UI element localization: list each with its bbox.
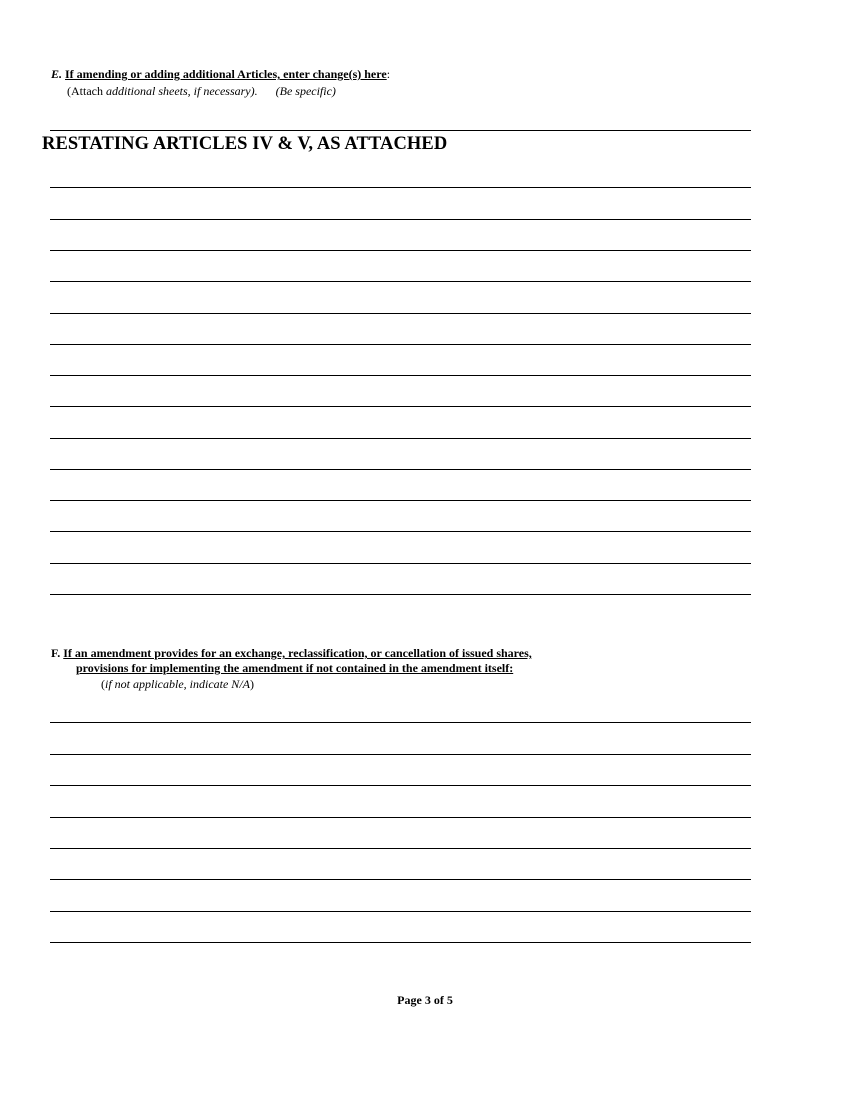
section-e-line [50, 313, 751, 314]
section-f-line [50, 785, 751, 786]
section-f-line [50, 722, 751, 723]
section-f-letter: F. [51, 646, 61, 660]
section-f-line [50, 942, 751, 943]
section-e-note-specific: (Be specific) [275, 84, 336, 98]
section-f-line [50, 754, 751, 755]
section-f-note-open: ( [101, 677, 105, 691]
section-e-colon: : [386, 67, 391, 81]
section-e-note-italic: additional sheets, if necessary). [105, 84, 258, 98]
section-f-note-italic: if not applicable, indicate N/A [105, 677, 250, 691]
section-e-line [50, 281, 751, 282]
section-f-heading-line2: provisions for implementing the amendment if not contained in the amendment itself: [76, 661, 514, 675]
section-e-line [50, 500, 751, 501]
section-e-heading [51, 67, 390, 81]
section-e-line [50, 130, 751, 131]
section-e-line [50, 250, 751, 251]
section-e-line [50, 375, 751, 376]
section-f-heading-continued [76, 661, 513, 675]
section-e-line [50, 187, 751, 188]
section-e-entered-text: RESTATING ARTICLES IV & V, AS ATTACHED [42, 134, 448, 154]
section-e-line [50, 594, 751, 595]
section-f-line [50, 848, 751, 849]
section-f-line [50, 911, 751, 912]
page-number: Page 3 of 5 [397, 993, 453, 1007]
section-e-heading-text: If amending or adding additional Articles, enter change(s) here [65, 67, 387, 81]
section-f-heading [51, 646, 532, 660]
section-e-line [50, 344, 751, 345]
section-e-line [50, 563, 751, 564]
section-e-note [67, 84, 336, 98]
section-f-heading-line1: If an amendment provides for an exchange, reclassification, or cancellation of issued shares, [63, 646, 532, 660]
section-f-line [50, 879, 751, 880]
section-e-letter: E. [51, 67, 63, 81]
section-e-line [50, 531, 751, 532]
section-e-line [50, 469, 751, 470]
section-f-line [50, 817, 751, 818]
section-f-note [101, 677, 254, 691]
section-e-line [50, 406, 751, 407]
section-f-note-close: ) [249, 677, 254, 691]
section-e-line [50, 438, 751, 439]
section-e-note-prefix: (Attach [67, 84, 106, 98]
section-e-line [50, 219, 751, 220]
